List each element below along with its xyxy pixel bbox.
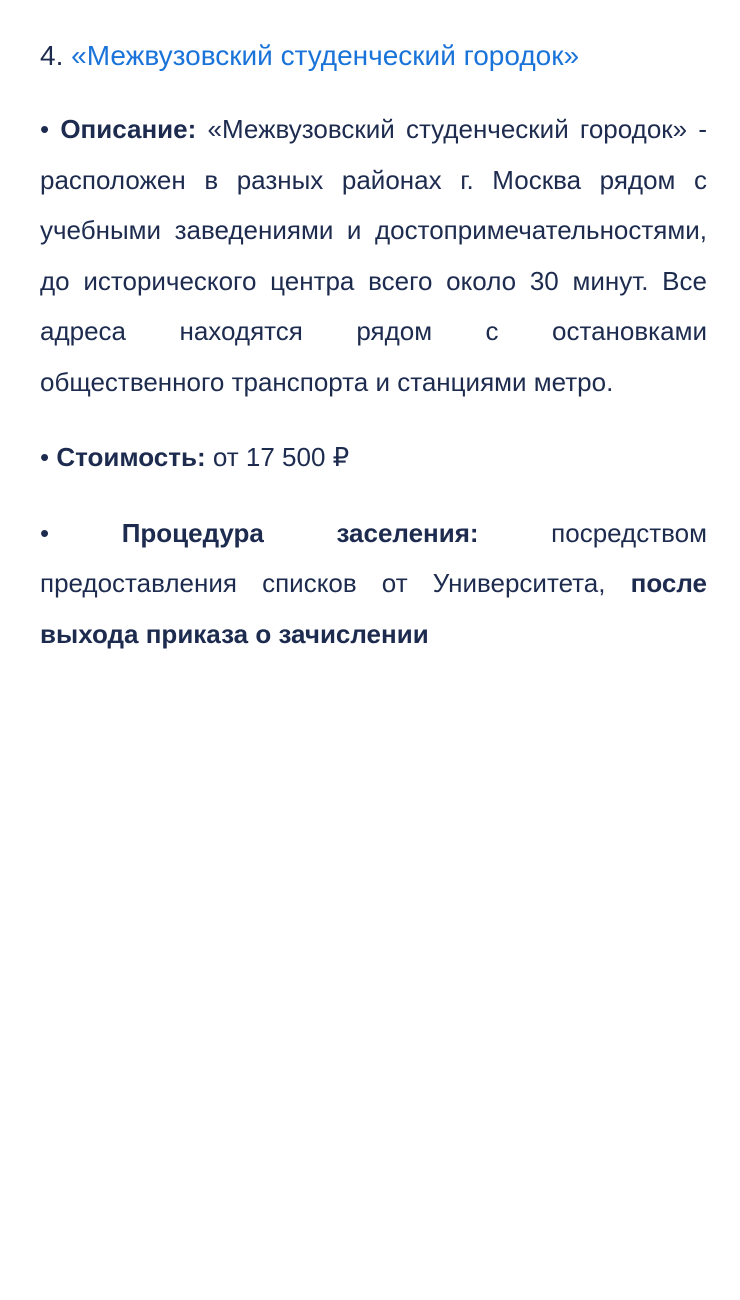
description-bullet: • [40,114,50,144]
dormitory-link[interactable]: «Межвузовский студенческий городок» [71,40,580,71]
cost-label: Стоимость: [56,442,206,472]
procedure-bullet: • [40,517,50,548]
cost-bullet: • [40,442,50,472]
section-heading [40,34,707,78]
procedure-bold-text: после выхода приказа о зачислении [40,568,707,649]
cost-text: от 17 500 ₽ [212,442,350,472]
document-body [40,34,707,659]
description-label: Описание: [60,114,197,144]
description-text: «Межвузовский студенческий городок» - расположен в разных районах г. Москва рядом с учебными заведениями и достопримечательностями, до исторического центра всего около 30 минут. Все адреса находятся рядом с остановками общественного транспорта и станциями метро. [40,114,707,397]
cost-paragraph [40,432,707,483]
description-paragraph [40,104,707,407]
procedure-paragraph [40,508,707,660]
procedure-label: Процедура заселения: [121,517,479,548]
procedure-text: посредством предоставления списков от Университета, [40,517,707,598]
heading-number: 4. [40,40,64,71]
